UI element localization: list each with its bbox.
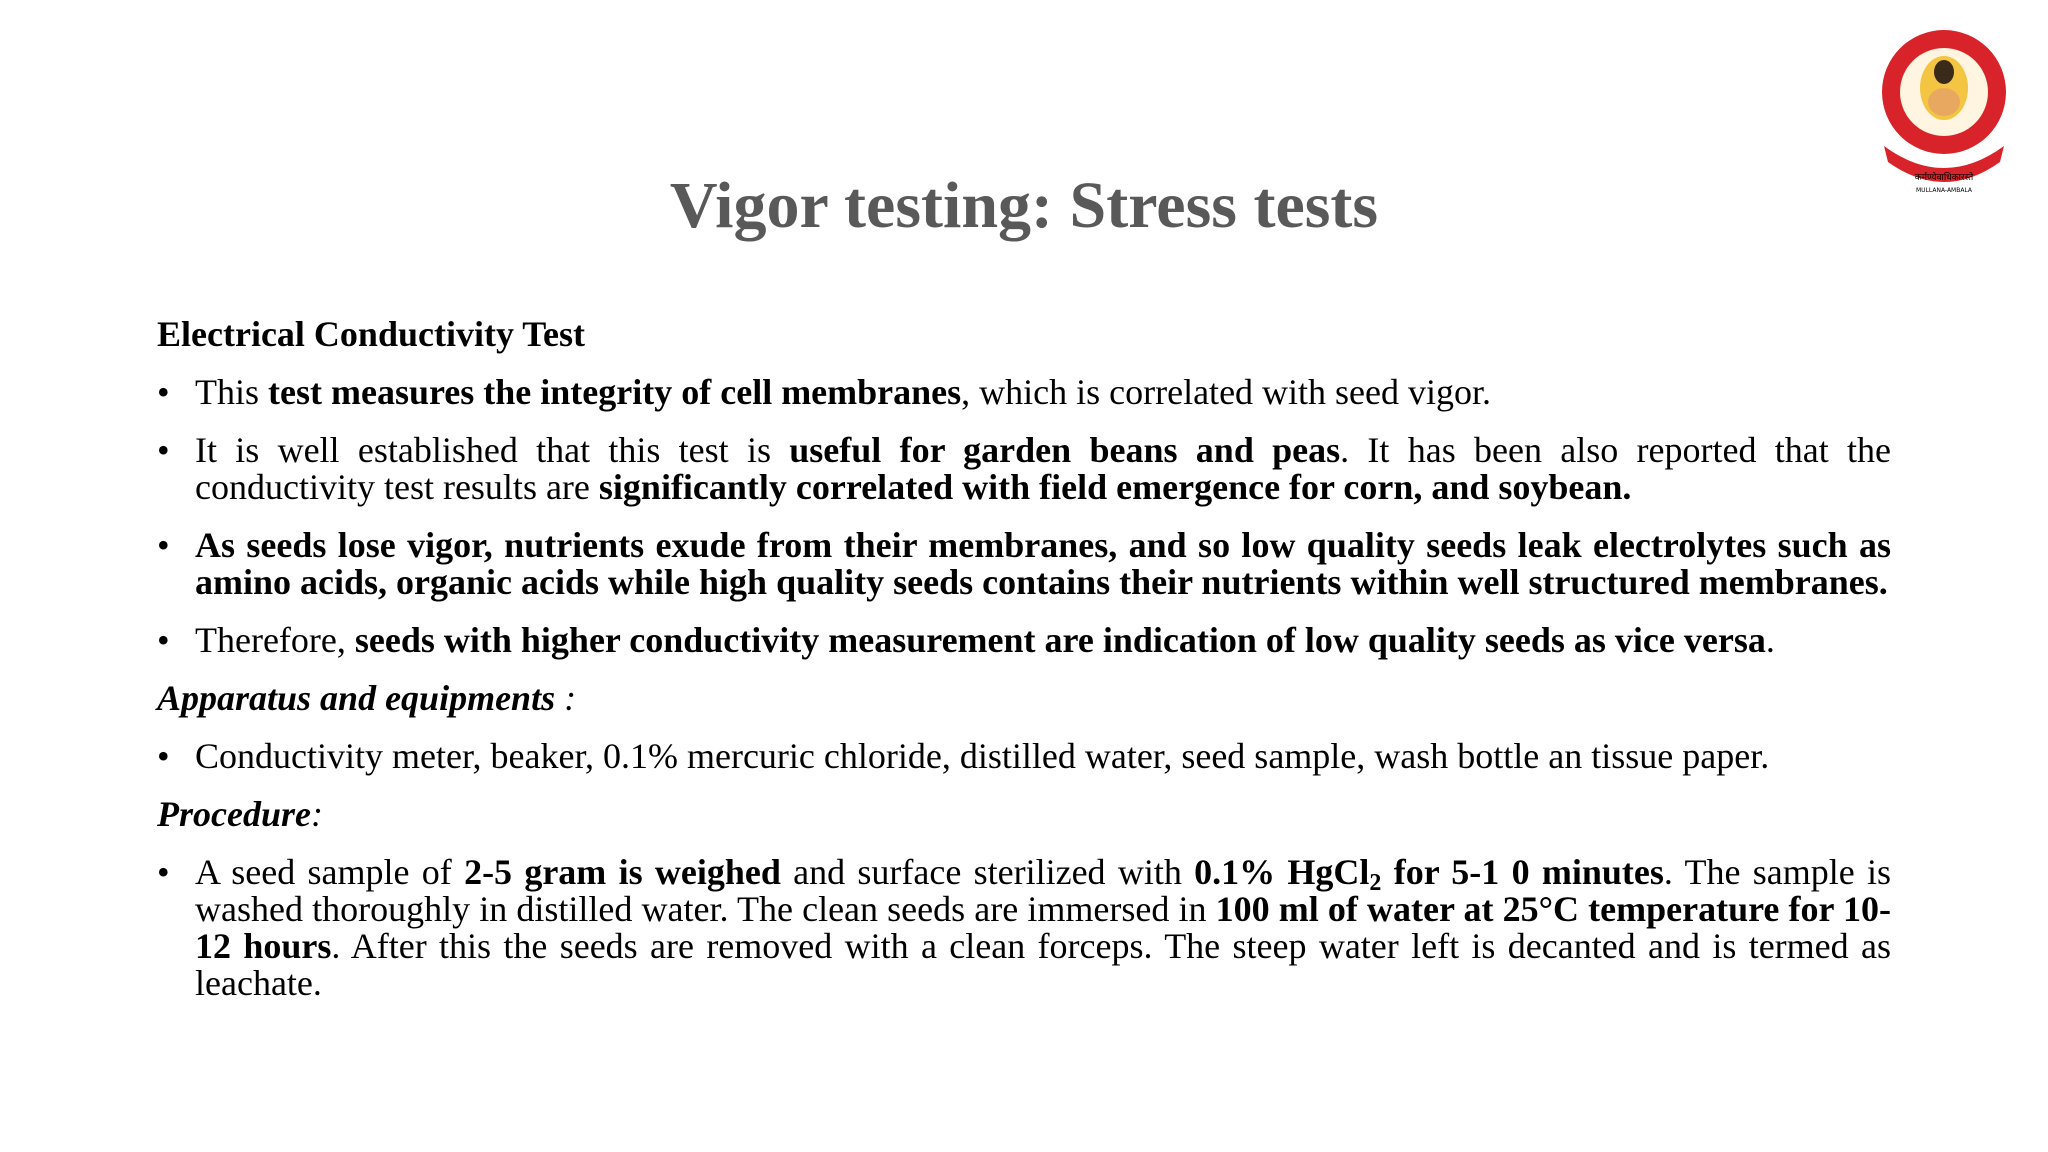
bullet-item: • A seed sample of 2-5 gram is weighed and surface sterilized with 0.1% HgCl$_2$ for 5-1 0 minutes. The sample is washed thoroughly in distilled water. The clean seeds are immersed in 100 ml of water at 25°C temperature for 10-12 hours. After this the seeds are removed with a clean forceps. The steep water left is decanted and is termed as leachate.: [157, 854, 1891, 1002]
section-heading-apparatus: Apparatus and equipments :: [157, 678, 577, 718]
section-heading-ec: Electrical Conductivity Test: [157, 314, 585, 354]
bullet-item: • This test measures the integrity of cell membranes, which is correlated with seed vigor.: [157, 374, 1891, 411]
svg-text:MULLANA-AMBALA: MULLANA-AMBALA: [1915, 187, 1973, 194]
slide-title: Vigor testing: Stress tests: [669, 169, 1379, 242]
slide-body: [157, 316, 1891, 1023]
section-heading-procedure: Procedure:: [157, 794, 323, 834]
bullet-item: • Conductivity meter, beaker, 0.1% mercuric chloride, distilled water, seed sample, wash bottle an tissue paper.: [157, 738, 1891, 775]
svg-text:कर्मण्येवाधिकारस्ते: कर्मण्येवाधिकारस्ते: [1914, 173, 1974, 183]
bullet-item: • As seeds lose vigor, nutrients exude from their membranes, and so low quality seeds leak electrolytes such as amino acids, organic acids while high quality seeds contains their nutrients within well structured membranes.: [157, 527, 1891, 601]
bullet-item: • Therefore, seeds with higher conductivity measurement are indication of low quality seeds as vice versa.: [157, 622, 1891, 659]
bullet-item: • It is well established that this test is useful for garden beans and peas. It has been also reported that the conductivity test results are significantly correlated with field emergence for corn, and soybean.: [157, 432, 1891, 506]
